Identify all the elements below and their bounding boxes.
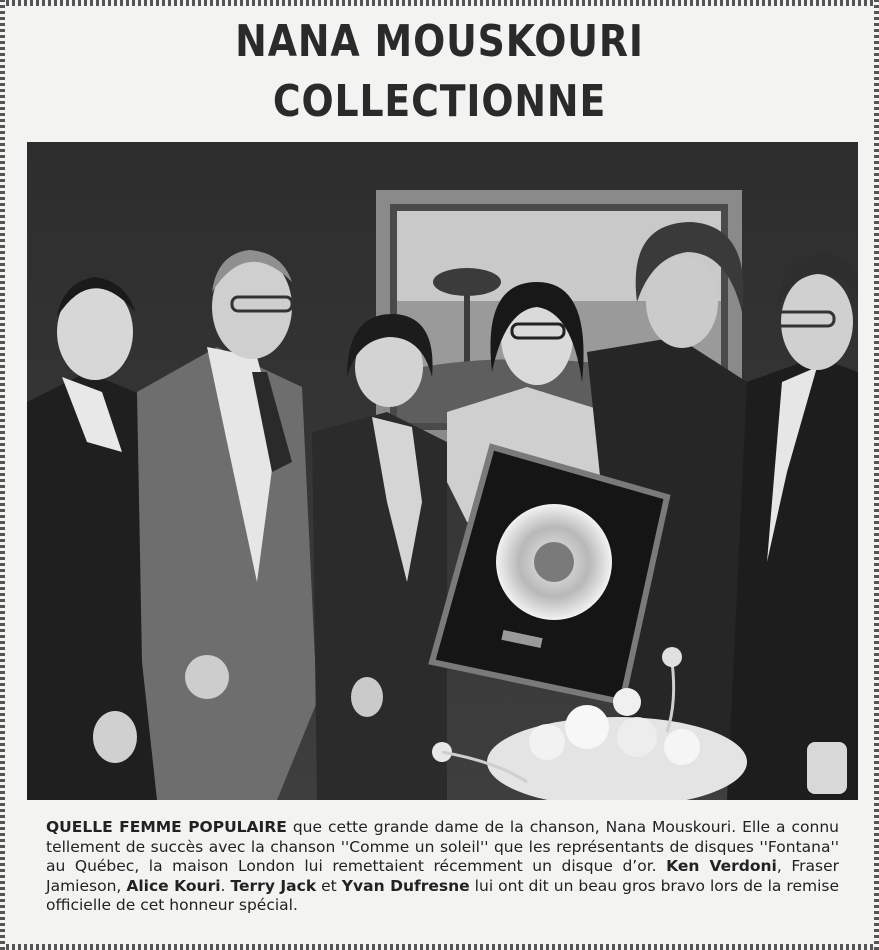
photo-illustration	[27, 142, 858, 800]
caption-name-ken-verdoni: Ken Verdoni	[666, 857, 777, 875]
torn-edge-right	[874, 0, 879, 950]
caption-sep-4: et	[316, 876, 342, 895]
headline-line-1: NANA MOUSKOURI COLLECTIONNE	[235, 16, 644, 127]
photo-caption	[46, 818, 839, 916]
torn-edge-top	[0, 0, 879, 6]
caption-name-yvan-dufresne: Yvan Dufresne	[341, 876, 470, 895]
caption-sep-1: ,	[776, 857, 792, 875]
caption-text-2: lui ont dit un beau gros bravo lors de la remise officielle de cet honneur spécial.	[46, 876, 840, 914]
caption-lead: QUELLE FEMME POPULAIRE	[46, 818, 287, 836]
news-photo	[27, 142, 858, 800]
caption-sep-3: .	[220, 876, 231, 895]
torn-edge-bottom	[0, 944, 879, 950]
torn-edge-left	[0, 0, 5, 950]
caption-sep-2: ,	[116, 876, 127, 895]
caption-text-1: que cette grande dame de la chanson, Nana Mouskouri. Elle a connu tellement de succès avec la chanson ''Comme un soleil'' que les représentants de disques ''Fontana'' au Québec, la maison London lui remettaient récemment un disque d’or.	[46, 818, 839, 875]
caption-name-fraser-jamieson: Fraser Jamieson	[46, 857, 839, 895]
caption-name-terry-jack: Terry Jack	[230, 876, 317, 895]
caption-name-alice-kouri: Alice Kouri	[126, 876, 221, 895]
